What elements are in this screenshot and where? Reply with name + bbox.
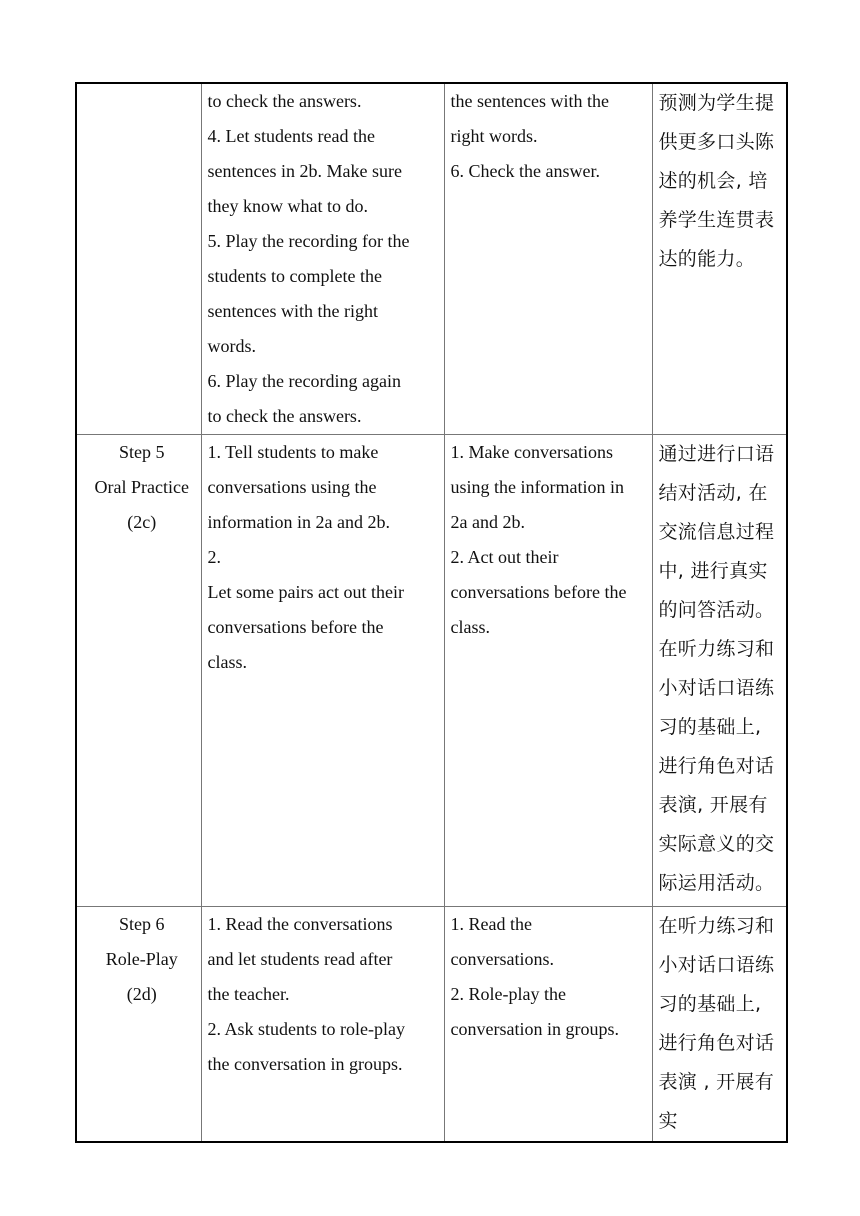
student-line: 2. Act out their xyxy=(450,547,559,567)
student-activity-cell xyxy=(444,83,652,435)
student-line: the sentences with the xyxy=(450,91,609,111)
teacher-activity-cell xyxy=(201,435,444,907)
design-purpose-cell xyxy=(652,907,787,1143)
student-line: using the information in xyxy=(450,477,624,497)
teacher-line: 1. Read the conversations xyxy=(207,914,393,934)
teacher-line: students to complete the xyxy=(207,266,382,286)
teacher-line: the conversation in groups. xyxy=(207,1054,403,1074)
teacher-line: information in 2a and 2b. xyxy=(207,512,390,532)
student-line: conversations. xyxy=(450,949,554,969)
step-cell xyxy=(76,907,201,1143)
step-title: Step 6 xyxy=(118,914,165,934)
teacher-line: they know what to do. xyxy=(207,196,368,216)
teacher-line: 2. xyxy=(207,547,221,567)
step-name: Oral Practice xyxy=(94,477,189,497)
design-purpose-text: 在听力练习和小对话口语练习的基础上, 进行角色对话表演 , 开展有实 xyxy=(658,915,775,1132)
teacher-line: class. xyxy=(207,652,247,672)
table-row xyxy=(76,83,787,435)
step-section: (2c) xyxy=(127,512,157,532)
student-activity-cell xyxy=(444,907,652,1143)
design-purpose-text: 通过进行口语结对活动, 在交流信息过程中, 进行真实的问答活动。在听力练习和小对话口语练习的基础上, 进行角色对话表演, 开展有实际意义的交际运用活动。 xyxy=(658,443,775,894)
design-purpose-cell xyxy=(652,435,787,907)
design-purpose-cell xyxy=(652,83,787,435)
teacher-line: the teacher. xyxy=(207,984,290,1004)
teacher-line: to check the answers. xyxy=(207,91,362,111)
teacher-line: sentences with the right xyxy=(207,301,378,321)
student-line: right words. xyxy=(450,126,538,146)
step-title: Step 5 xyxy=(118,442,165,462)
teacher-line: 1. Tell students to make xyxy=(207,442,379,462)
student-line: 2. Role-play the xyxy=(450,984,566,1004)
student-line: class. xyxy=(450,617,490,637)
teacher-line: and let students read after xyxy=(207,949,393,969)
design-purpose-text: 预测为学生提供更多口头陈述的机会, 培养学生连贯表达的能力。 xyxy=(658,92,775,270)
teacher-activity-cell xyxy=(201,83,444,435)
teacher-line: 5. Play the recording for the xyxy=(207,231,410,251)
student-activity-cell xyxy=(444,435,652,907)
teacher-line: 4. Let students read the xyxy=(207,126,375,146)
step-name: Role-Play xyxy=(105,949,178,969)
student-line: 6. Check the answer. xyxy=(450,161,600,181)
teacher-line: 6. Play the recording again xyxy=(207,371,401,391)
teacher-line: Let some pairs act out their xyxy=(207,582,404,602)
table-row xyxy=(76,435,787,907)
student-line: 1. Read the xyxy=(450,914,532,934)
teacher-line: conversations before the xyxy=(207,617,384,637)
student-line: conversations before the xyxy=(450,582,627,602)
teacher-line: to check the answers. xyxy=(207,406,362,426)
step-cell xyxy=(76,83,201,435)
step-cell xyxy=(76,435,201,907)
lesson-plan-table xyxy=(75,82,788,1143)
teacher-line: words. xyxy=(207,336,256,356)
teacher-activity-cell xyxy=(201,907,444,1143)
teacher-line: sentences in 2b. Make sure xyxy=(207,161,402,181)
teacher-line: 2. Ask students to role-play xyxy=(207,1019,405,1039)
student-line: 2a and 2b. xyxy=(450,512,525,532)
student-line: conversation in groups. xyxy=(450,1019,619,1039)
step-section: (2d) xyxy=(126,984,157,1004)
table-row xyxy=(76,907,787,1143)
teacher-line: conversations using the xyxy=(207,477,377,497)
student-line: 1. Make conversations xyxy=(450,442,613,462)
